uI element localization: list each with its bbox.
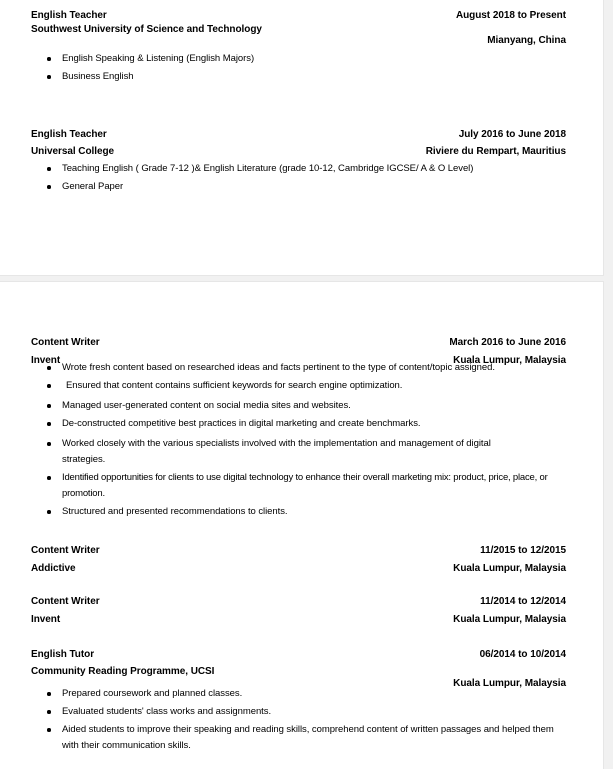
job-dates: 11/2015 to 12/2015 [480, 545, 566, 556]
job-organization: Invent [31, 355, 61, 366]
job-organization: Invent [31, 614, 61, 625]
bullet-item: Evaluated students' class works and assignments. [46, 704, 566, 720]
job-title: Content Writer [31, 337, 100, 348]
job-entry [31, 9, 566, 82]
bullet-item: Prepared coursework and planned classes. [46, 686, 566, 702]
job-location: Riviere du Rempart, Mauritius [425, 146, 566, 157]
bullet-item: Wrote fresh content based on researched ideas and facts pertinent to the type of content/topic assigned. [46, 360, 566, 376]
job-dates-location [453, 648, 566, 690]
job-organization: Community Reading Programme, UCSI [31, 666, 215, 677]
bullet-item: Structured and presented recommendations to clients. [46, 504, 566, 520]
bullet-list [46, 51, 566, 87]
bullet-item: Worked closely with the various specialists involved with the implementation and management of digital strategies. [46, 436, 522, 468]
job-entry [31, 544, 566, 575]
job-location: Kuala Lumpur, Malaysia [453, 678, 566, 689]
job-dates-location [453, 595, 566, 626]
job-title: English Teacher [31, 129, 107, 140]
job-organization: Universal College [31, 146, 115, 157]
bullet-item: Business English [46, 69, 566, 85]
job-title: English Teacher [31, 10, 107, 21]
job-entry [31, 595, 566, 626]
bullet-item: English Speaking & Listening (English Majors) [46, 51, 566, 67]
job-dates: 06/2014 to 10/2014 [479, 649, 566, 660]
job-organization: Southwest University of Science and Technology [31, 24, 262, 35]
job-title: Content Writer [31, 545, 100, 556]
job-location: Kuala Lumpur, Malaysia [453, 563, 566, 574]
bullet-item: Identified opportunities for clients to use digital technology to enhance their overall marketing mix: product, price, place, or promotion. [46, 470, 566, 502]
job-dates-location [456, 9, 566, 47]
bullet-item: General Paper [46, 179, 566, 195]
job-entry [31, 128, 566, 192]
job-dates-location [426, 128, 566, 158]
job-location: Mianyang, China [487, 35, 566, 46]
job-organization: Addictive [31, 563, 76, 574]
job-dates-location [453, 544, 566, 575]
bullet-list [46, 686, 566, 756]
bullet-item: Ensured that content contains sufficient keywords for search engine optimization. [46, 378, 566, 394]
job-location: Kuala Lumpur, Malaysia [453, 355, 566, 366]
job-entry [31, 648, 566, 751]
job-entry [31, 336, 566, 517]
job-title: English Tutor [31, 649, 95, 660]
job-dates: August 2018 to Present [455, 10, 566, 21]
bullet-item: Managed user-generated content on social media sites and websites. [46, 398, 566, 414]
job-dates: March 2016 to June 2016 [449, 337, 566, 348]
job-dates: 11/2014 to 12/2014 [480, 596, 566, 607]
bullet-item: Teaching English ( Grade 7-12 )& English Literature (grade 10-12, Cambridge IGCSE/ A & O Level) [46, 161, 566, 177]
job-dates: July 2016 to June 2018 [458, 129, 566, 140]
bullet-list [46, 161, 566, 197]
bullet-item: Aided students to improve their speaking and reading skills, comprehend content of written passages and helped them with their communication skills. [46, 722, 554, 754]
bullet-item: De-constructed competitive best practices in digital marketing and create benchmarks. [46, 416, 566, 432]
job-location: Kuala Lumpur, Malaysia [453, 614, 566, 625]
job-title: Content Writer [31, 596, 100, 607]
bullet-list [46, 360, 566, 522]
